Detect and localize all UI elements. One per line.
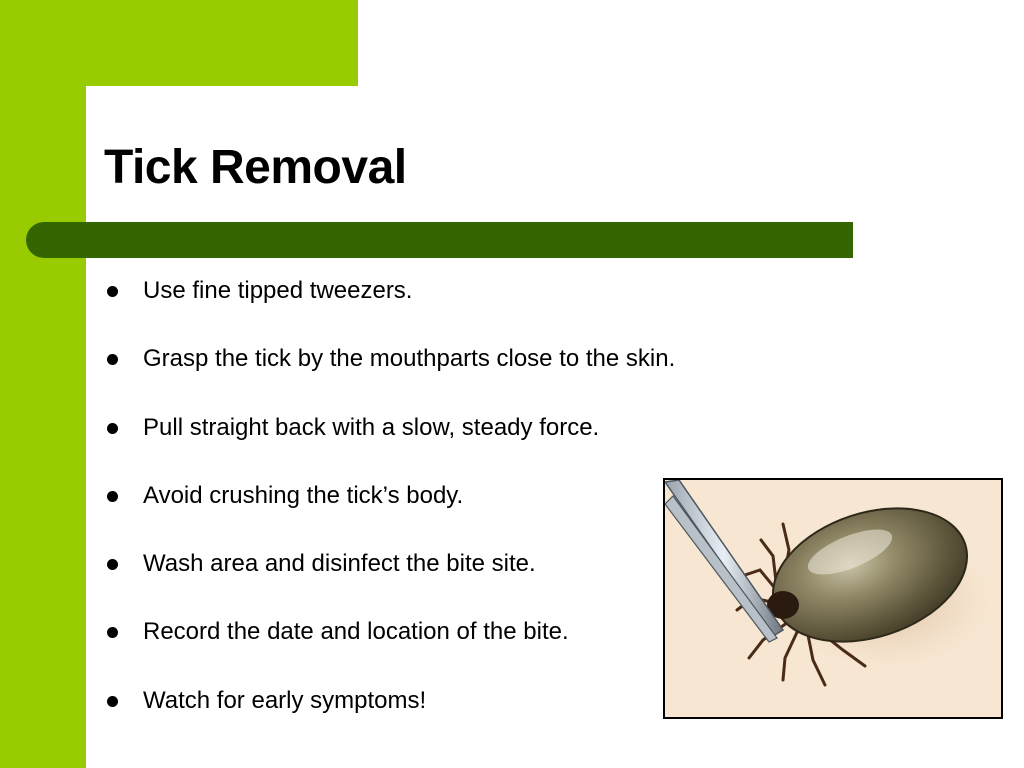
rounded-corner-decoration bbox=[86, 86, 146, 146]
bullet-dot-icon bbox=[107, 627, 118, 638]
bullet-dot-icon bbox=[107, 286, 118, 297]
tick-removal-illustration bbox=[663, 478, 1003, 719]
bullet-text: Wash area and disinfect the bite site. bbox=[143, 550, 536, 578]
bullet-text: Watch for early symptoms! bbox=[143, 686, 427, 714]
green-sidebar-decoration bbox=[0, 0, 86, 768]
bullet-text: Grasp the tick by the mouthparts close to the skin. bbox=[143, 345, 676, 373]
bullet-dot-icon bbox=[107, 423, 118, 434]
bullet-dot-icon bbox=[107, 491, 118, 502]
bullet-text: Avoid crushing the tick’s body. bbox=[143, 481, 464, 509]
bullet-text: Record the date and location of the bite. bbox=[143, 618, 569, 646]
bullet-text: Use fine tipped tweezers. bbox=[143, 277, 413, 304]
bullet-dot-icon bbox=[107, 559, 118, 570]
green-top-decoration bbox=[0, 0, 358, 86]
bullet-text: Pull straight back with a slow, steady force. bbox=[143, 413, 600, 441]
slide-title: Tick Removal bbox=[104, 141, 407, 194]
bullet-dot-icon bbox=[107, 354, 118, 365]
bullet-dot-icon bbox=[107, 696, 118, 707]
tick-tweezers-icon bbox=[665, 480, 1001, 717]
title-underline-bar bbox=[26, 222, 853, 258]
